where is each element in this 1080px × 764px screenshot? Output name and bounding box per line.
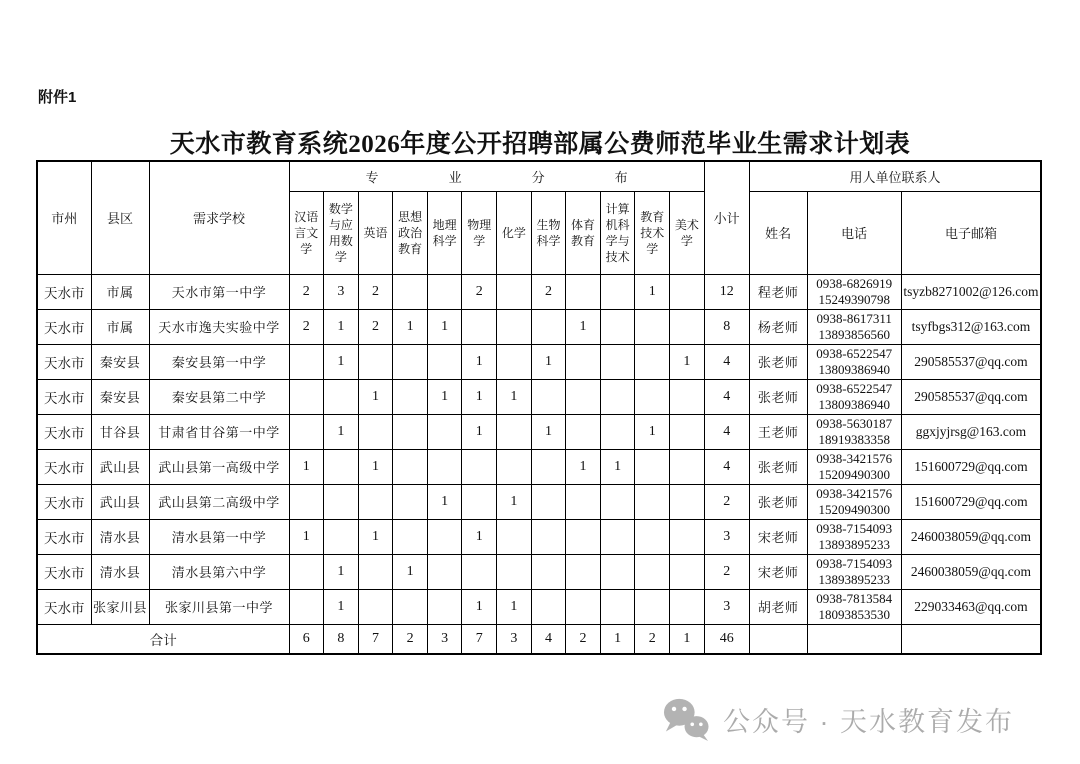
email-cell: 2460038059@qq.com	[901, 554, 1041, 589]
contact-phone-cell	[807, 589, 901, 624]
school-cell: 张家川县第一中学	[149, 589, 289, 624]
major-count-cell	[289, 414, 324, 449]
major-count-cell	[324, 449, 359, 484]
major-count-cell: 2	[289, 274, 324, 309]
contact-phone-cell	[807, 554, 901, 589]
major-count-cell: 1	[566, 449, 601, 484]
city-cell: 天水市	[37, 344, 91, 379]
major-count-cell	[289, 379, 324, 414]
school-cell: 天水市逸夫实验中学	[149, 309, 289, 344]
major-count-cell: 2	[289, 309, 324, 344]
major-count-cell: 1	[600, 449, 635, 484]
table-row	[37, 554, 1041, 589]
page-title: 天水市教育系统2026年度公开招聘部属公费师范毕业生需求计划表	[169, 131, 911, 158]
email-cell: 290585537@qq.com	[901, 344, 1041, 379]
major-count-cell	[497, 554, 532, 589]
total-contact-email-cell	[901, 624, 1041, 654]
school-cell: 武山县第一高级中学	[149, 449, 289, 484]
contact-name-cell: 王老师	[749, 414, 807, 449]
contact-name-cell: 宋老师	[749, 554, 807, 589]
phone-line-1: 0938-7154093	[816, 520, 893, 536]
subtotal-cell: 3	[704, 589, 749, 624]
major-count-cell	[531, 309, 566, 344]
major-count-cell	[497, 414, 532, 449]
major-count-cell: 2	[462, 274, 497, 309]
contact-phone-cell	[807, 484, 901, 519]
total-row	[37, 624, 1041, 654]
major-count-cell	[670, 309, 705, 344]
phone-line-1: 0938-7154093	[816, 555, 893, 571]
table-row	[37, 519, 1041, 554]
major-count-cell	[427, 274, 462, 309]
total-major-cell: 6	[289, 624, 324, 654]
subtotal-cell: 2	[704, 554, 749, 589]
major-count-cell	[670, 519, 705, 554]
contact-phone-cell	[807, 274, 901, 309]
col-header-city: 市州	[37, 161, 91, 274]
major-count-cell	[670, 589, 705, 624]
major-count-cell	[497, 274, 532, 309]
city-cell: 天水市	[37, 274, 91, 309]
major-count-cell: 3	[324, 274, 359, 309]
school-cell: 清水县第一中学	[149, 519, 289, 554]
school-cell: 武山县第二高级中学	[149, 484, 289, 519]
total-major-cell: 3	[427, 624, 462, 654]
major-count-cell	[497, 519, 532, 554]
major-count-cell	[289, 589, 324, 624]
county-cell: 武山县	[91, 449, 149, 484]
major-count-cell	[566, 274, 601, 309]
major-count-cell: 1	[427, 309, 462, 344]
col-header-major: 地理科学	[427, 191, 462, 274]
phone-line-2: 13893895233	[818, 571, 890, 587]
col-header-major: 体育教育	[566, 191, 601, 274]
contact-name-cell: 张老师	[749, 484, 807, 519]
school-cell: 秦安县第二中学	[149, 379, 289, 414]
col-header-major: 化学	[497, 191, 532, 274]
phone-line-2: 13809386940	[818, 396, 890, 412]
major-count-cell	[600, 554, 635, 589]
major-count-cell	[635, 449, 670, 484]
major-count-cell	[566, 484, 601, 519]
total-major-cell: 7	[462, 624, 497, 654]
major-count-cell: 1	[462, 589, 497, 624]
email-cell: tsyzb8271002@126.com	[901, 274, 1041, 309]
major-count-cell	[393, 414, 428, 449]
major-count-cell	[324, 484, 359, 519]
major-count-cell: 1	[324, 554, 359, 589]
total-major-cell: 4	[531, 624, 566, 654]
major-count-cell	[393, 484, 428, 519]
wechat-account-text: 公众号 · 天水教育发布	[723, 706, 1014, 737]
major-count-cell	[566, 344, 601, 379]
major-count-cell: 1	[427, 484, 462, 519]
major-count-cell	[393, 449, 428, 484]
phone-line-1: 0938-3421576	[816, 485, 893, 501]
major-count-cell: 1	[393, 309, 428, 344]
phone-line-2: 18093853530	[818, 606, 890, 622]
major-count-cell: 1	[497, 484, 532, 519]
major-count-cell	[427, 554, 462, 589]
contact-phone-cell	[807, 414, 901, 449]
table-row	[37, 414, 1041, 449]
city-cell: 天水市	[37, 414, 91, 449]
email-cell: tsyfbgs312@163.com	[901, 309, 1041, 344]
major-count-cell	[289, 554, 324, 589]
major-count-cell	[497, 344, 532, 379]
major-count-cell	[531, 449, 566, 484]
contact-name-cell: 胡老师	[749, 589, 807, 624]
table-row	[37, 379, 1041, 414]
major-count-cell	[393, 274, 428, 309]
school-cell: 秦安县第一中学	[149, 344, 289, 379]
major-count-cell	[600, 414, 635, 449]
major-count-cell: 1	[324, 589, 359, 624]
subtotal-cell: 3	[704, 519, 749, 554]
total-subtotal-cell: 46	[704, 624, 749, 654]
phone-line-2: 13893856560	[818, 326, 890, 342]
contact-phone-cell	[807, 379, 901, 414]
major-count-cell: 1	[358, 519, 393, 554]
major-count-cell	[600, 484, 635, 519]
phone-line-2: 15209490300	[818, 501, 890, 517]
contact-name-cell: 杨老师	[749, 309, 807, 344]
phone-line-1: 0938-7813584	[816, 590, 893, 606]
major-count-cell: 1	[289, 449, 324, 484]
major-count-cell	[427, 589, 462, 624]
major-count-cell	[531, 519, 566, 554]
table-row	[37, 274, 1041, 309]
county-cell: 清水县	[91, 519, 149, 554]
major-count-cell	[427, 449, 462, 484]
phone-line-2: 15209490300	[818, 466, 890, 482]
city-cell: 天水市	[37, 519, 91, 554]
major-count-cell	[566, 589, 601, 624]
col-header-county: 县区	[91, 161, 149, 274]
attachment-label: 附件1	[38, 89, 77, 106]
contact-phone-cell	[807, 449, 901, 484]
col-header-major: 物理学	[462, 191, 497, 274]
county-cell: 市属	[91, 309, 149, 344]
table-row	[37, 449, 1041, 484]
col-header-major: 美术学	[670, 191, 705, 274]
major-count-cell	[635, 379, 670, 414]
major-count-cell	[566, 414, 601, 449]
table-body	[37, 274, 1041, 654]
major-count-cell	[497, 309, 532, 344]
total-label-cell: 合计	[37, 624, 289, 654]
major-count-cell	[670, 379, 705, 414]
subtotal-cell: 4	[704, 379, 749, 414]
major-count-cell: 1	[462, 414, 497, 449]
contact-name-cell: 张老师	[749, 379, 807, 414]
total-major-cell: 2	[635, 624, 670, 654]
email-cell: 151600729@qq.com	[901, 449, 1041, 484]
major-count-cell: 1	[427, 379, 462, 414]
contact-phone-cell	[807, 519, 901, 554]
major-count-cell: 1	[393, 554, 428, 589]
subtotal-cell: 8	[704, 309, 749, 344]
city-cell: 天水市	[37, 554, 91, 589]
major-count-cell: 1	[324, 414, 359, 449]
major-count-cell	[670, 274, 705, 309]
email-cell: 151600729@qq.com	[901, 484, 1041, 519]
major-count-cell: 1	[531, 414, 566, 449]
major-count-cell	[635, 589, 670, 624]
city-cell: 天水市	[37, 484, 91, 519]
school-cell: 清水县第六中学	[149, 554, 289, 589]
major-count-cell	[635, 344, 670, 379]
major-count-cell	[289, 484, 324, 519]
major-count-cell	[635, 519, 670, 554]
major-count-cell	[670, 484, 705, 519]
col-header-contact-phone: 电话	[807, 191, 901, 274]
contact-name-cell: 张老师	[749, 344, 807, 379]
major-count-cell: 1	[324, 344, 359, 379]
major-count-cell	[531, 484, 566, 519]
phone-line-1: 0938-5630187	[816, 415, 893, 431]
major-count-cell	[600, 344, 635, 379]
header-group-row	[37, 161, 1041, 191]
major-count-cell: 1	[324, 309, 359, 344]
major-count-cell	[462, 484, 497, 519]
col-group-contact: 用人单位联系人	[749, 161, 1041, 191]
table-row	[37, 589, 1041, 624]
table-row	[37, 484, 1041, 519]
county-cell: 市属	[91, 274, 149, 309]
major-count-cell	[289, 344, 324, 379]
email-cell: 2460038059@qq.com	[901, 519, 1041, 554]
major-count-cell	[670, 449, 705, 484]
major-count-cell	[358, 484, 393, 519]
major-count-cell	[566, 554, 601, 589]
major-count-cell: 1	[566, 309, 601, 344]
major-count-cell	[600, 274, 635, 309]
total-major-cell: 7	[358, 624, 393, 654]
wechat-icon	[661, 696, 711, 742]
major-count-cell	[531, 589, 566, 624]
major-count-cell	[393, 344, 428, 379]
phone-line-1: 0938-8617311	[816, 310, 892, 326]
major-count-cell	[393, 589, 428, 624]
phone-line-1: 0938-6826919	[816, 275, 893, 291]
city-cell: 天水市	[37, 379, 91, 414]
subtotal-cell: 4	[704, 449, 749, 484]
county-cell: 清水县	[91, 554, 149, 589]
major-count-cell: 1	[462, 519, 497, 554]
col-header-major: 英语	[358, 191, 393, 274]
major-count-cell	[358, 414, 393, 449]
major-count-cell	[393, 379, 428, 414]
major-count-cell	[497, 449, 532, 484]
major-count-cell	[427, 414, 462, 449]
major-count-cell	[635, 309, 670, 344]
major-count-cell	[600, 519, 635, 554]
major-count-cell	[462, 554, 497, 589]
subtotal-cell: 2	[704, 484, 749, 519]
total-major-cell: 1	[670, 624, 705, 654]
contact-phone-cell	[807, 309, 901, 344]
col-header-school: 需求学校	[149, 161, 289, 274]
total-major-cell: 1	[600, 624, 635, 654]
major-count-cell	[531, 379, 566, 414]
contact-name-cell: 宋老师	[749, 519, 807, 554]
county-cell: 武山县	[91, 484, 149, 519]
major-count-cell: 1	[358, 379, 393, 414]
email-cell: ggxjyjrsg@163.com	[901, 414, 1041, 449]
total-major-cell: 3	[497, 624, 532, 654]
col-header-contact-email: 电子邮箱	[901, 191, 1041, 274]
major-count-cell	[670, 554, 705, 589]
major-count-cell: 1	[635, 414, 670, 449]
major-count-cell	[427, 344, 462, 379]
email-cell: 229033463@qq.com	[901, 589, 1041, 624]
phone-line-1: 0938-6522547	[816, 380, 893, 396]
city-cell: 天水市	[37, 589, 91, 624]
major-count-cell	[324, 519, 359, 554]
school-cell: 天水市第一中学	[149, 274, 289, 309]
major-count-cell	[324, 379, 359, 414]
major-count-cell: 1	[289, 519, 324, 554]
phone-line-1: 0938-6522547	[816, 345, 893, 361]
major-count-cell: 1	[497, 379, 532, 414]
county-cell: 甘谷县	[91, 414, 149, 449]
subtotal-cell: 4	[704, 414, 749, 449]
city-cell: 天水市	[37, 449, 91, 484]
major-count-cell	[670, 414, 705, 449]
total-major-cell: 8	[324, 624, 359, 654]
contact-phone-cell	[807, 344, 901, 379]
col-group-majors	[289, 161, 704, 191]
wechat-footer	[661, 696, 1014, 742]
county-cell: 秦安县	[91, 344, 149, 379]
county-cell: 秦安县	[91, 379, 149, 414]
subtotal-cell: 12	[704, 274, 749, 309]
major-count-cell	[358, 554, 393, 589]
total-contact-phone-cell	[807, 624, 901, 654]
major-count-cell	[358, 589, 393, 624]
total-major-cell: 2	[566, 624, 601, 654]
school-cell: 甘肃省甘谷第一中学	[149, 414, 289, 449]
major-count-cell: 2	[358, 309, 393, 344]
majors-group-label: 专 业 分 布	[365, 169, 628, 185]
table-row	[37, 344, 1041, 379]
contact-name-cell: 张老师	[749, 449, 807, 484]
major-count-cell	[531, 554, 566, 589]
total-contact-name-cell	[749, 624, 807, 654]
phone-line-2: 13809386940	[818, 361, 890, 377]
col-header-contact-name: 姓名	[749, 191, 807, 274]
major-count-cell: 1	[462, 379, 497, 414]
major-count-cell: 1	[497, 589, 532, 624]
major-count-cell	[358, 344, 393, 379]
col-header-major: 教育技术学	[635, 191, 670, 274]
major-count-cell: 1	[670, 344, 705, 379]
major-count-cell: 1	[462, 344, 497, 379]
major-count-cell: 1	[358, 449, 393, 484]
table-row	[37, 309, 1041, 344]
major-count-cell	[462, 449, 497, 484]
contact-name-cell: 程老师	[749, 274, 807, 309]
demand-table	[36, 160, 1042, 655]
major-count-cell	[600, 309, 635, 344]
col-header-major: 汉语言文学	[289, 191, 324, 274]
phone-line-1: 0938-3421576	[816, 450, 893, 466]
phone-line-2: 18919383358	[818, 431, 890, 447]
phone-line-2: 13893895233	[818, 536, 890, 552]
major-count-cell	[635, 554, 670, 589]
major-count-cell	[635, 484, 670, 519]
phone-line-2: 15249390798	[818, 291, 890, 307]
major-count-cell: 1	[531, 344, 566, 379]
major-count-cell: 2	[531, 274, 566, 309]
major-count-cell	[566, 519, 601, 554]
major-count-cell: 2	[358, 274, 393, 309]
col-header-major: 生物科学	[531, 191, 566, 274]
col-header-major: 计算机科学与技术	[600, 191, 635, 274]
col-header-subtotal: 小计	[704, 161, 749, 274]
major-count-cell	[427, 519, 462, 554]
email-cell: 290585537@qq.com	[901, 379, 1041, 414]
city-cell: 天水市	[37, 309, 91, 344]
col-header-major: 数学与应用数学	[324, 191, 359, 274]
major-count-cell	[600, 379, 635, 414]
major-count-cell	[462, 309, 497, 344]
major-count-cell	[566, 379, 601, 414]
total-major-cell: 2	[393, 624, 428, 654]
col-header-major: 思想政治教育	[393, 191, 428, 274]
major-count-cell	[600, 589, 635, 624]
county-cell: 张家川县	[91, 589, 149, 624]
major-count-cell	[393, 519, 428, 554]
subtotal-cell: 4	[704, 344, 749, 379]
major-count-cell: 1	[635, 274, 670, 309]
